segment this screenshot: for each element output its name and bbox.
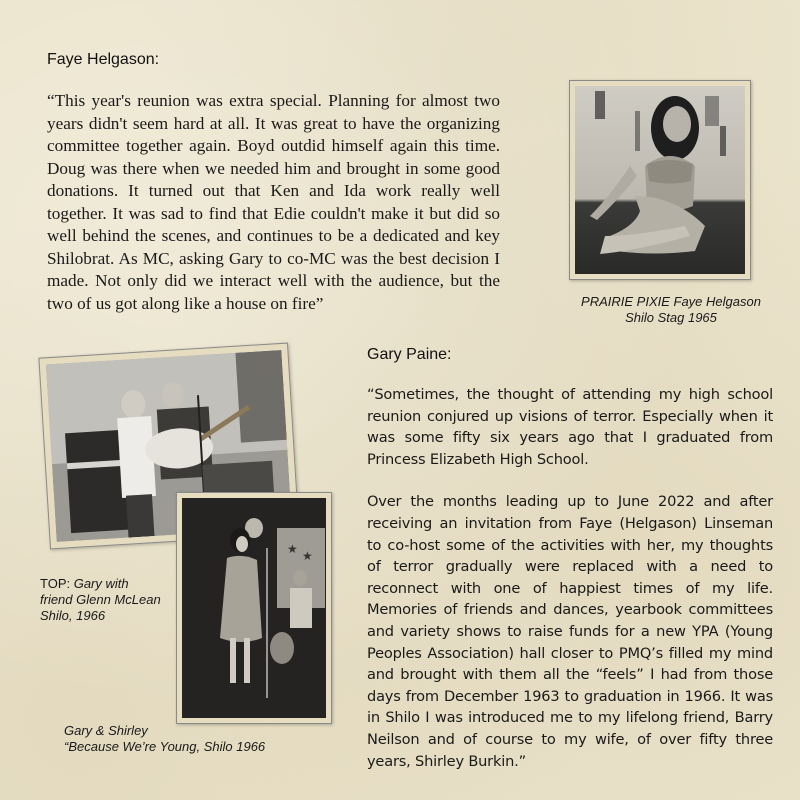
faye-caption-line2: Shilo Stag 1965 xyxy=(625,310,717,325)
faye-heading: Faye Helgason: xyxy=(47,51,160,68)
svg-text:★: ★ xyxy=(287,542,298,556)
faye-quote: “This year's reunion was extra special. Planning for almost two years didn't seem hard at all. It was great to have the organizing committee together again. Boyd outdid himself again this time. Doug was there when we needed him and brought in some good donations. It turned out that Ken and Ida work really well together. It was sad to find that Edie couldn't make it but did so well behind the scenes, and continues to be a dedicated and key Shilobrat. As MC, asking Gary to co-MC was the best decision I made. Not only did we interact well with the audience, but the two of us got along like a house on fire” xyxy=(47,91,500,313)
top-caption-line1: Gary with xyxy=(73,576,129,591)
top-caption-label: TOP: xyxy=(40,576,74,591)
top-photo-caption xyxy=(40,576,161,624)
faye-photo xyxy=(575,86,745,274)
faye-photo-caption xyxy=(560,294,782,326)
faye-caption-line1: PRAIRIE PIXIE Faye Helgason xyxy=(581,294,761,309)
svg-text:★: ★ xyxy=(302,549,313,563)
gary-shirley-photo-frame xyxy=(176,492,332,724)
gary-quote xyxy=(367,384,773,793)
bottom-caption-line1: Gary & Shirley xyxy=(64,723,148,738)
bottom-photo-caption xyxy=(64,723,265,755)
gary-shirley-photo-image xyxy=(182,498,326,718)
top-caption-line2: friend Glenn McLean xyxy=(40,592,161,607)
gary-quote-paragraph-1: “Sometimes, the thought of attending my high school reunion conjured up visions of terror. Especially when it was some fifty six years ago that I graduated from Princess Elizabeth High School. xyxy=(367,386,773,468)
gary-quote-paragraph-2: Over the months leading up to June 2022 and after receiving an invitation from Faye (Helgason) Linseman to co-host some of the activities with her, my thoughts of terror gradually were replaced with a need to reconnect with one of happiest times of my life. Memories of friends and dances, yearbook committees and variety shows to raise funds for a new YPA (Young Peoples Association) hall closer to PMQ’s filled my mind and brought with them all the “feels” I had from those days from December 1963 to graduation in 1966. It was in Shilo I was introduced me to my lifelong friend, Barry Neilson and of course to my wife, of over fifty three years, Shirley Burkin.” xyxy=(367,493,773,770)
gary-heading: Gary Paine: xyxy=(367,346,452,363)
faye-photo-image xyxy=(575,86,745,274)
gary-shirley-photo xyxy=(182,498,326,718)
faye-photo-frame xyxy=(569,80,751,280)
top-caption-line3: Shilo, 1966 xyxy=(40,608,106,623)
bottom-caption-line2: “Because We’re Young, Shilo 1966 xyxy=(64,739,266,754)
